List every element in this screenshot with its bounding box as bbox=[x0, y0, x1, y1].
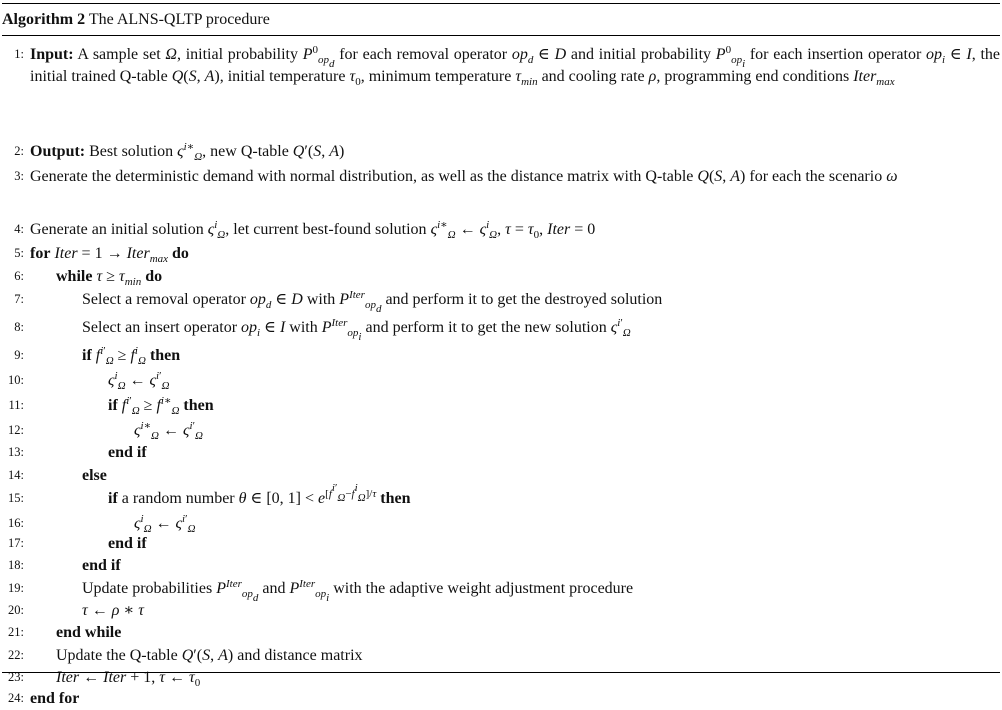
line-number: 13: bbox=[8, 445, 24, 459]
line-number: 22: bbox=[8, 648, 24, 662]
line-number: 6: bbox=[14, 269, 24, 283]
line-number: 11: bbox=[8, 398, 24, 412]
line-number: 18: bbox=[8, 558, 24, 572]
line-number: 14: bbox=[8, 468, 24, 482]
line-text: for Iter = 1 → Iter$_{max}$ do bbox=[30, 245, 189, 265]
line-text: Input: A sample set Ω, initial probability $P^0_{op_d}$ for each removal operator $op_d$ ∈ D and initial probability $P^0_{op_i}$ for each insertion operator $op_i$ ∈ I, the initial trained Q-table Q(S, A), initial temperature $\tau_0$, minimum temperature $\tau_{min}$ and cooling rate ρ, programming end conditions Iter$_{max}$ bbox=[30, 44, 1001, 88]
line-text: $\varsigma^{i∗}_\Omega$ ← $\varsigma^{i'}_\Omega$ bbox=[134, 420, 203, 442]
line-text: while $\tau \ge \tau_{min}$ do bbox=[56, 268, 163, 288]
line-number: 20: bbox=[8, 603, 24, 617]
line-number: 23: bbox=[8, 670, 24, 684]
line-number: 7: bbox=[14, 292, 24, 306]
line-text: Update probabilities $P^{Iter}_{op_d}$ and $P^{Iter}_{op_i}$ with the adaptive weight adjustment procedure bbox=[82, 578, 634, 604]
line-number: 3: bbox=[14, 169, 24, 183]
line-number: 15: bbox=[8, 491, 24, 505]
algo-line-3 bbox=[2, 166, 1000, 212]
algo-line-1 bbox=[2, 44, 1000, 114]
line-number: 5: bbox=[14, 246, 24, 260]
line-text: end if bbox=[108, 444, 147, 461]
line-text: end while bbox=[56, 624, 122, 641]
line-number: 16: bbox=[8, 516, 24, 530]
line-text: $\varsigma^i_\Omega$ ← $\varsigma^{i'}_\Omega$ bbox=[108, 370, 170, 392]
line-number: 8: bbox=[14, 320, 24, 334]
line-text: Iter ← Iter + 1, τ ← $\tau_0$ bbox=[56, 669, 201, 689]
line-text: $\varsigma^i_\Omega$ ← $\varsigma^{i'}_\Omega$ bbox=[134, 513, 196, 535]
line-number: 4: bbox=[14, 222, 24, 236]
line-number: 9: bbox=[14, 348, 24, 362]
line-number: 24: bbox=[8, 691, 24, 705]
line-text: end if bbox=[108, 535, 147, 552]
line-text: Output: Best solution $\varsigma^{i∗}_\Omega$, new Q-table Q′(S, A) bbox=[30, 141, 345, 163]
line-number: 10: bbox=[8, 373, 24, 387]
line-text: end if bbox=[82, 557, 121, 574]
line-text: Update the Q-table Q′(S, A) and distance matrix bbox=[56, 647, 363, 664]
line-text: if $f^{i'}_\Omega \ge f^{i∗}_\Omega$ then bbox=[108, 395, 214, 417]
line-text: end for bbox=[30, 690, 80, 707]
caption-label: Algorithm 2 bbox=[2, 11, 86, 28]
line-number: 17: bbox=[8, 536, 24, 550]
algorithm-caption bbox=[2, 4, 1000, 35]
line-text: if $f^{i'}_\Omega \ge f^i_\Omega$ then bbox=[82, 345, 181, 367]
line-text: Generate the deterministic demand with normal distribution, as well as the distance matrix with Q-table Q(S, A) for each the scenario ω bbox=[30, 168, 898, 185]
line-text: Select a removal operator $op_d$ ∈ D with $P^{Iter}_{op_d}$ and perform it to get the destroyed solution bbox=[82, 289, 663, 315]
line-text: Generate an initial solution $\varsigma^i_\Omega$, let current best-found solution $\varsigma^{i∗}_\Omega$ ← $\varsigma^i_\Omega$, $\tau = \tau_0$, Iter = 0 bbox=[30, 219, 596, 241]
caption-title: The ALNS-QLTP procedure bbox=[88, 11, 270, 28]
line-text: Select an insert operator $op_i$ ∈ I with $P^{Iter}_{op_i}$ and perform it to get the new solution $\varsigma^{i'}_\Omega$ bbox=[82, 317, 631, 343]
line-number: 1: bbox=[14, 47, 24, 61]
line-number: 21: bbox=[8, 625, 24, 639]
line-number: 19: bbox=[8, 581, 24, 595]
line-text: else bbox=[82, 467, 107, 484]
line-number: 12: bbox=[8, 423, 24, 437]
caption-rule bbox=[2, 35, 1000, 36]
line-text: τ ← ρ ∗ τ bbox=[82, 602, 145, 619]
line-text: if a random number θ ∈ [0, $1] < e^{[f^{i'}_\Omega-f^i_\Omega]/\tau}$ then bbox=[108, 482, 411, 507]
line-number: 2: bbox=[14, 144, 24, 158]
bottom-rule bbox=[2, 672, 1000, 673]
algorithm-box bbox=[2, 3, 1001, 707]
